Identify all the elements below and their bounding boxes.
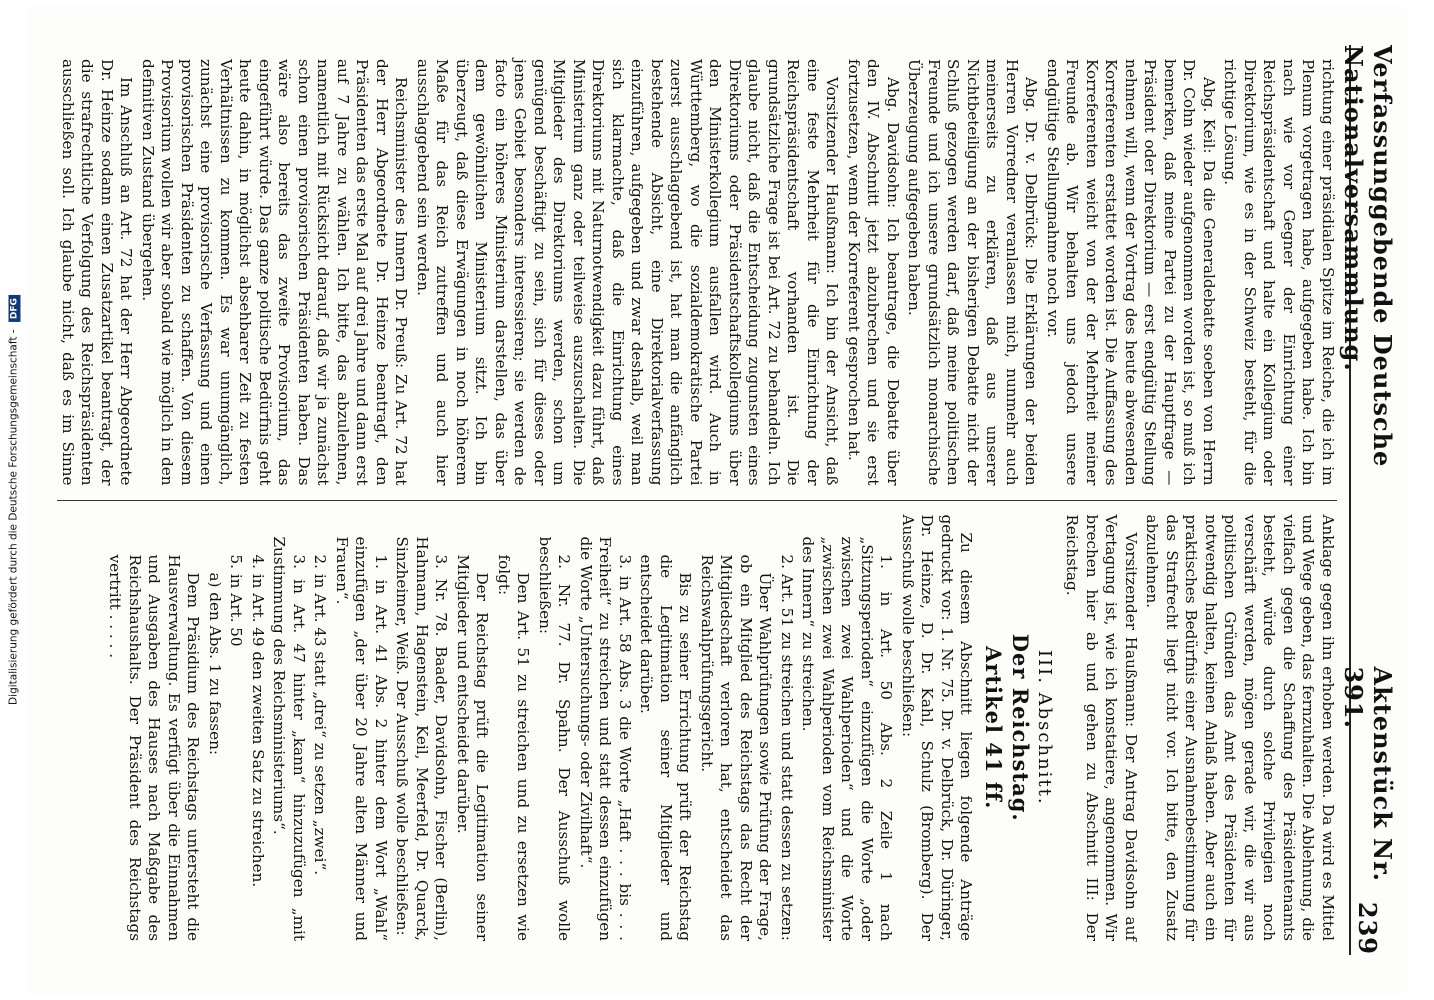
list-item: Bis zu seiner Errichtung prüft der Reichstag die Legitimation seiner Mitglieder und entscheidet darüber. [637,554,695,941]
right-column [57,500,1337,956]
list-item: Über Wahlprüfungen sowie Prüfung der Frage, ob ein Mitglied des Reichstags das Recht der Mitgliedschaft verloren hat, entscheidet das Reichswahlprüfungsgericht. [698,554,775,941]
list-item: Dem Präsidium des Reichstags untersteht die Hausverwaltung. Es verfügt über die Einnahmen und Ausgaben des Hauses nach Maßgabe des Reichshaushalts. Der Präsident des Reichstags vertritt . . . . . [106,554,203,941]
text-columns [57,45,1337,955]
paragraph: Anklage gegen ihn erhoben werden. Da wird es Mittel und Wege geben, das fernzuhalten. Die Ablehnung, die vielfach gegen die Schaffung des Präsidentenamts besteht, würde durch solche Privilegien noch verschärft werden, mögen gerade wir, die wir aus politischen Gründen das Amt des Präsidenten für notwendig halten, keinen Anlaß haben. Aber auch ein praktisches Bedürfnis einer Ausnahmebestimmung für das Strafrecht liegt nicht vor. Ich bitte, den Zusatz abzulehnen. [1143,514,1337,941]
digitization-credit [8,295,21,705]
list-item: 2. Nr. 77. Dr. Spahn. Der Ausschuß wolle beschließen: [536,536,574,941]
list-item: 3. Nr. 78. Baader, Davidsohn, Fischer (Berlin), Hahmann, Hagenstein, Keil, Meerfeld, Dr. Quarck, Sinzheimer, Weiß. Der Ausschuß wolle beschließen: [393,536,451,941]
left-column [57,45,1337,500]
article-subheading: Artikel 41 ff. [981,646,1006,810]
paragraph: Abg. Davidsohn: Ich beantrage, die Debatte über den IV. Abschnitt jetzt abzubrechen und sie erst fortzusetzen, wenn der Korreferent gesprochen hat. [845,59,902,486]
section-heading: III. Abschnitt. [1034,649,1055,806]
list-item: 1. in Art. 50 Abs. 2 Zeile 1 nach „Sitzungsperioden“ einzufügen die Worte „oder zwischen zwei Wahlperioden“ und die Worte „zwischen zwei Wahlperioden vom Reichsminister des Innern“ zu streichen. [799,536,896,941]
paragraph: Vorsitzender Haußmann: Ich bin der Ansicht, daß eine feste Mehrheit für die Einrichtung der Reichspräsidentschaft vorhanden ist. Die grundsätzliche Frage ist bei Art. 72 zu behandeln. Ich glaube nicht, daß die Entscheidung zugunsten eines Direktoriums oder Präsidentschaftskollegiums über den Ministerkollegium ausfallen wird. Auch in Württemberg, wo die sozialdemokratische Partei zuerst ausschlaggebend ist, hat man die anfänglich bestehende Absicht, eine Direktorialverfassung einzuführen, aufgegeben und zwar deshalb, weil man sich klarmachte, daß die Einrichtung eines Direktoriums mit Naturnotwendigkeit dazu führt, daß Ministerium ganz oder teilweise auszuschalten. Die Mitglieder des Direktoriums werden, schon um genügend beschäftigt zu sein, sich für dieses oder jenes Gebiet besonders interessieren; sie werden de facto ein höheres Ministerium darstellen, das über dem gewöhnlichen Ministerium sitzt. Ich bin überzeugt, daß diese Erwägungen in noch höherem Maße für das Reich zutreffen und auch hier ausschlaggebend sein werden. [414,59,842,486]
list-item: Den Art. 51 zu streichen und zu ersetzen wie folgt: [495,554,533,941]
list-item: 4. in Art. 49 den zweiten Satz zu streichen. [249,554,267,888]
page-header [1339,45,1397,955]
document-reference: Aktenstück Nr. 391. [1339,666,1397,882]
list-item: Der Reichstag prüft die Legitimation seiner Mitglieder und entscheidet darüber. [454,554,492,941]
list-item: 5. in Art. 50 [227,554,246,647]
paragraph: Reichsminister des Innern Dr. Preuß: Zu Art. 72 hat der Herr Abgeordnete Dr. Heinze beantragt, den Präsidenten das erste Mal auf drei Jahre und dann erst auf 7 Jahre zu wählen. Ich bitte, das abzulehnen, namentlich mit Rücksicht darauf, daß wir ja zunächst schon einen provisorischen Präsidenten haben. Das wäre also bereits das zweite Provisorium, das eingeführt würde. Das ganze politische Bedürfnis geht heute dahin, in möglichst absehbarer Zeit zu festen Verhältnissen zu kommen. Es war unumgänglich, zunächst eine provisorische Verfassung und einen provisorischen Präsidenten zu schaffen. Von diesem Provisorium wollen wir aber sobald wie möglich in den definitiven Zustand übergehen. [139,59,411,486]
page-title: Verfassunggebende Deutsche Nationalversammlung. [1339,45,1397,468]
list-item: a) den Abs. 1 zu fassen: [206,572,224,756]
list-item: 3. in Art. 58 Abs. 3 die Worte „Haft . . . bis . . . Freiheit“ zu streichen und statt dessen einzufügen die Worte „Untersuchungs- oder Zivilhaft“. [577,536,634,941]
paragraph: Vorsitzender Haußmann: Der Antrag Davidsohn auf Vertagung ist, wie ich konstatiere, angenommen. Wir brechen hier ab und gehen zu Abschnitt III: Der Reichstag. [1063,514,1140,941]
list-item: 1. in Art. 41 Abs. 2 hinter dem Wort „Wahl“ einzufügen „der über 20 Jahre alten Männer und Frauen“. [333,536,390,941]
rotated-page [27,5,1407,995]
paragraph: richtung einer präsidialen Spitze im Reiche, die ich im Plenum vorgetragen habe, aufgegeben habe. Ich bin nach wie vor Gegner der Einrichtung einer Reichspräsidentschaft und halte ein Kollegium oder Direktorium, wie es in der Schweiz besteht, für die richtige Lösung. [1221,59,1337,486]
list-item: 3. in Art. 47 hinter „kann“ hinzuzufügen „mit Zustimmung des Reichsministeriums“. [270,536,308,941]
list-item: 2. Art. 51 zu streichen und statt dessen zu setzen: [778,554,796,941]
list-item: 2. in Art. 43 statt „drei“ zu setzen „zwei“. [311,554,330,876]
paragraph: Abg. Keil: Da die Generaldebatte soeben von Herrn Dr. Cohn wieder aufgenommen worden ist, so muß ich bemerken, daß meine Partei zu der Hauptfrage — Präsident oder Direktorium — erst endgültig Stellung nehmen will, wenn der Vortrag des heute abwesenden Korreferenten erstattet worden ist. Die Auffassung des Korreferenten weicht von der der Mehrheit meiner Freunde ab. Wir behalten uns jedoch unsere endgültige Stellungnahme noch vor. [1044,59,1218,486]
paragraph: Im Anschluß an Art. 72 hat der Herr Abgeordnete Dr. Heinze sodann einen Zusatzartikel beantragt, der die strafrechtliche Verfolgung des Reichspräsidenten ausschließen soll. Ich glaube nicht, daß es im Sinne [59,59,136,486]
page-number: 239 [1353,901,1383,955]
paragraph: Abg. Dr. v. Delbrück: Die Erklärungen der beiden Herren Vorredner veranlassen mich, nunmehr auch meinerseits zu erklären, daß aus unserer Nichtbeteiligung an der bisherigen Debatte nicht der Schluß gezogen werden darf, daß meine politischen Freunde und ich unsere grundsätzlich monarchische Überzeugung aufgegeben haben. [905,59,1041,486]
dfg-logo: DFG [9,295,21,322]
article-heading: Der Reichstag. [1008,633,1034,822]
paragraph: Zu diesem Abschnitt liegen folgende Anträge gedruckt vor: 1. Nr. 75. Dr. v. Delbrück, Dr. Düringer, Dr. Heinze, D. Dr. Kahl, Schulz (Bromberg). Der Ausschuß wolle beschließen: [899,514,976,941]
credit-text: Digitalisierung gefördert durch die Deutsche Forschungsgemeinschaft - [7,329,20,705]
